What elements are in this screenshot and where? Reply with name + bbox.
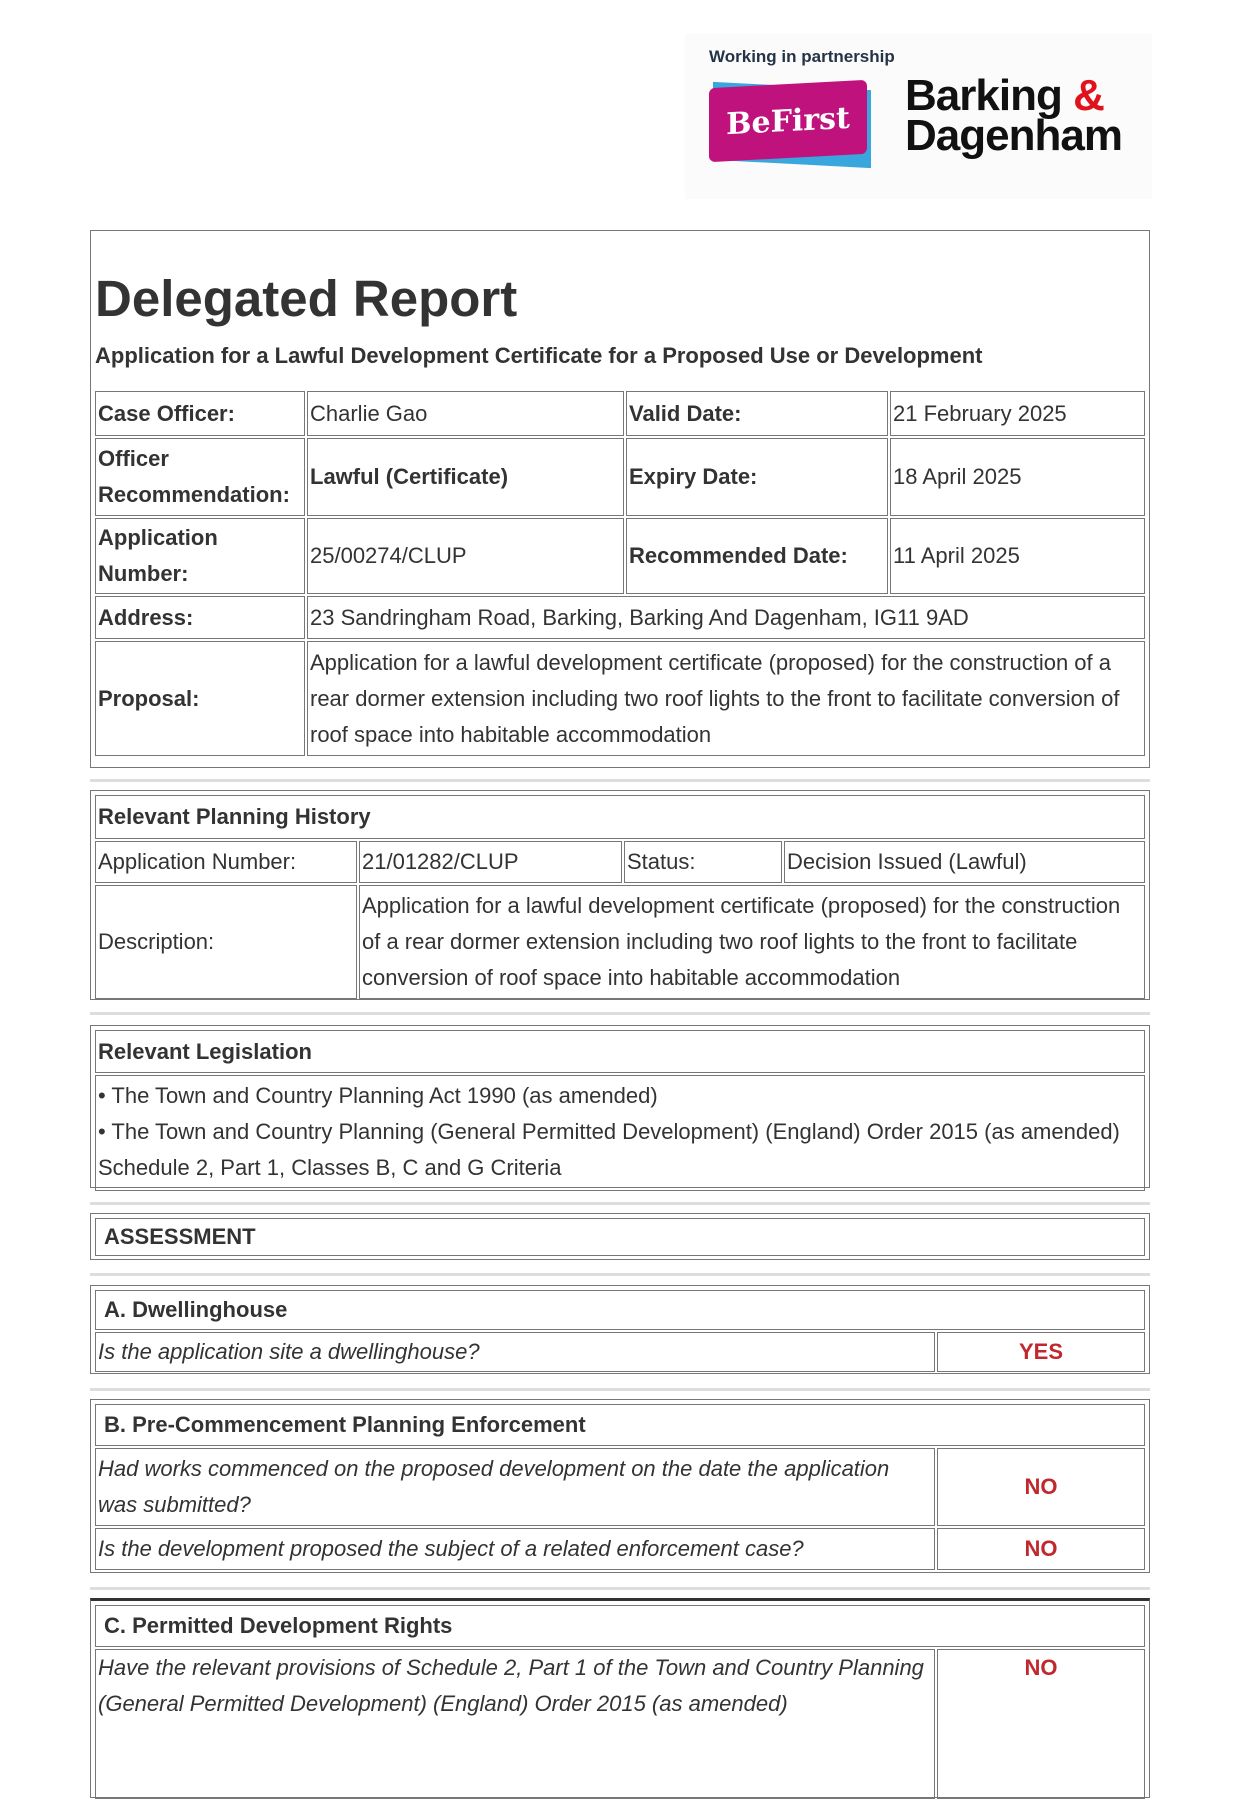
table-row — [95, 795, 1145, 839]
question: Is the development proposed the subject of a related enforcement case? — [95, 1528, 935, 1570]
barking-dagenham-logo — [905, 71, 1122, 160]
expiry-date: 18 April 2025 — [890, 438, 1145, 516]
legislation-item: • The Town and Country Planning (General Permitted Development) (England) Order 2015 (as amended) Schedule 2, Part 1, Classes B, C and G Criteria — [98, 1119, 1120, 1180]
section-heading: Relevant Legislation — [95, 1030, 1145, 1073]
label: Application Number: — [95, 841, 357, 883]
page-title: Delegated Report — [95, 270, 518, 327]
divider — [90, 1587, 1150, 1590]
recommended-date: 11 April 2025 — [890, 518, 1145, 594]
assessment-heading-box — [90, 1213, 1150, 1260]
label: Expiry Date: — [626, 438, 888, 516]
label: Officer Recommendation: — [95, 438, 305, 516]
legislation-item: • The Town and Country Planning Act 1990 (as amended) — [98, 1083, 658, 1108]
section-heading: C. Permitted Development Rights — [95, 1605, 1145, 1647]
table-row — [95, 1030, 1145, 1073]
divider — [90, 1388, 1150, 1391]
table-row — [95, 641, 1145, 756]
table-row — [95, 841, 1145, 883]
history-table — [93, 793, 1147, 1001]
application-number: 25/00274/CLUP — [307, 518, 624, 594]
case-officer: Charlie Gao — [307, 391, 624, 436]
answer-badge: YES — [937, 1332, 1145, 1372]
report-summary — [90, 230, 1150, 768]
befirst-logo: BeFirst — [709, 80, 867, 162]
divider — [90, 1012, 1150, 1015]
logo-line1: Barking — [905, 71, 1062, 120]
legislation — [90, 1025, 1150, 1188]
answer-badge: NO — [937, 1528, 1145, 1570]
partnership-text: Working in partnership — [709, 47, 895, 66]
label: Status: — [624, 841, 782, 883]
question: Is the application site a dwellinghouse? — [95, 1332, 935, 1372]
table-row — [95, 596, 1145, 639]
section-heading: ASSESSMENT — [95, 1218, 1145, 1256]
summary-table — [93, 389, 1147, 758]
section-c — [90, 1598, 1150, 1798]
section-heading: Relevant Planning History — [95, 795, 1145, 839]
table-row — [95, 518, 1145, 594]
history-description: Application for a lawful development certificate (proposed) for the construction of a rear dormer extension including two roof lights to the front to facilitate conversion of roof space into habitable accommodation — [359, 885, 1145, 999]
section-heading: A. Dwellinghouse — [95, 1290, 1145, 1330]
table-row — [95, 1649, 1145, 1799]
label: Address: — [95, 596, 305, 639]
question: Had works commenced on the proposed development on the date the application was submitted? — [95, 1448, 935, 1526]
history-status: Decision Issued (Lawful) — [784, 841, 1145, 883]
planning-history — [90, 790, 1150, 1000]
history-application-number: 21/01282/CLUP — [359, 841, 622, 883]
section-c-table — [93, 1603, 1147, 1801]
logo-line2: Dagenham — [905, 111, 1122, 160]
table-row — [95, 1075, 1145, 1191]
label: Application Number: — [95, 518, 305, 594]
label: Case Officer: — [95, 391, 305, 436]
section-heading: B. Pre-Commencement Planning Enforcement — [95, 1404, 1145, 1446]
divider — [90, 1273, 1150, 1276]
table-row — [95, 1528, 1145, 1570]
partnership-logo — [685, 34, 1152, 199]
table-row — [95, 1332, 1145, 1372]
address: 23 Sandringham Road, Barking, Barking And Dagenham, IG11 9AD — [307, 596, 1145, 639]
assessment-table — [93, 1216, 1147, 1258]
label: Recommended Date: — [626, 518, 888, 594]
answer-badge: NO — [937, 1448, 1145, 1526]
legislation-table — [93, 1028, 1147, 1193]
section-a — [90, 1285, 1150, 1374]
section-b — [90, 1399, 1150, 1573]
table-row — [95, 391, 1145, 436]
table-row — [95, 438, 1145, 516]
divider — [90, 1202, 1150, 1205]
label: Valid Date: — [626, 391, 888, 436]
section-b-table — [93, 1402, 1147, 1572]
recommendation: Lawful (Certificate) — [307, 438, 624, 516]
divider — [90, 779, 1150, 782]
question: Have the relevant provisions of Schedule 2, Part 1 of the Town and Country Planning (General Permitted Development) (England) Order 2015 (as amended) — [95, 1649, 935, 1799]
logo-amp: & — [1073, 71, 1104, 120]
label: Description: — [95, 885, 357, 999]
answer-badge: NO — [937, 1649, 1145, 1799]
table-row — [95, 1448, 1145, 1526]
table-row — [95, 885, 1145, 999]
page-subtitle: Application for a Lawful Development Certificate for a Proposed Use or Development — [95, 343, 983, 368]
section-a-table — [93, 1288, 1147, 1374]
valid-date: 21 February 2025 — [890, 391, 1145, 436]
proposal: Application for a lawful development certificate (proposed) for the construction of a rear dormer extension including two roof lights to the front to facilitate conversion of roof space into habitable accommodation — [307, 641, 1145, 756]
label: Proposal: — [95, 641, 305, 756]
